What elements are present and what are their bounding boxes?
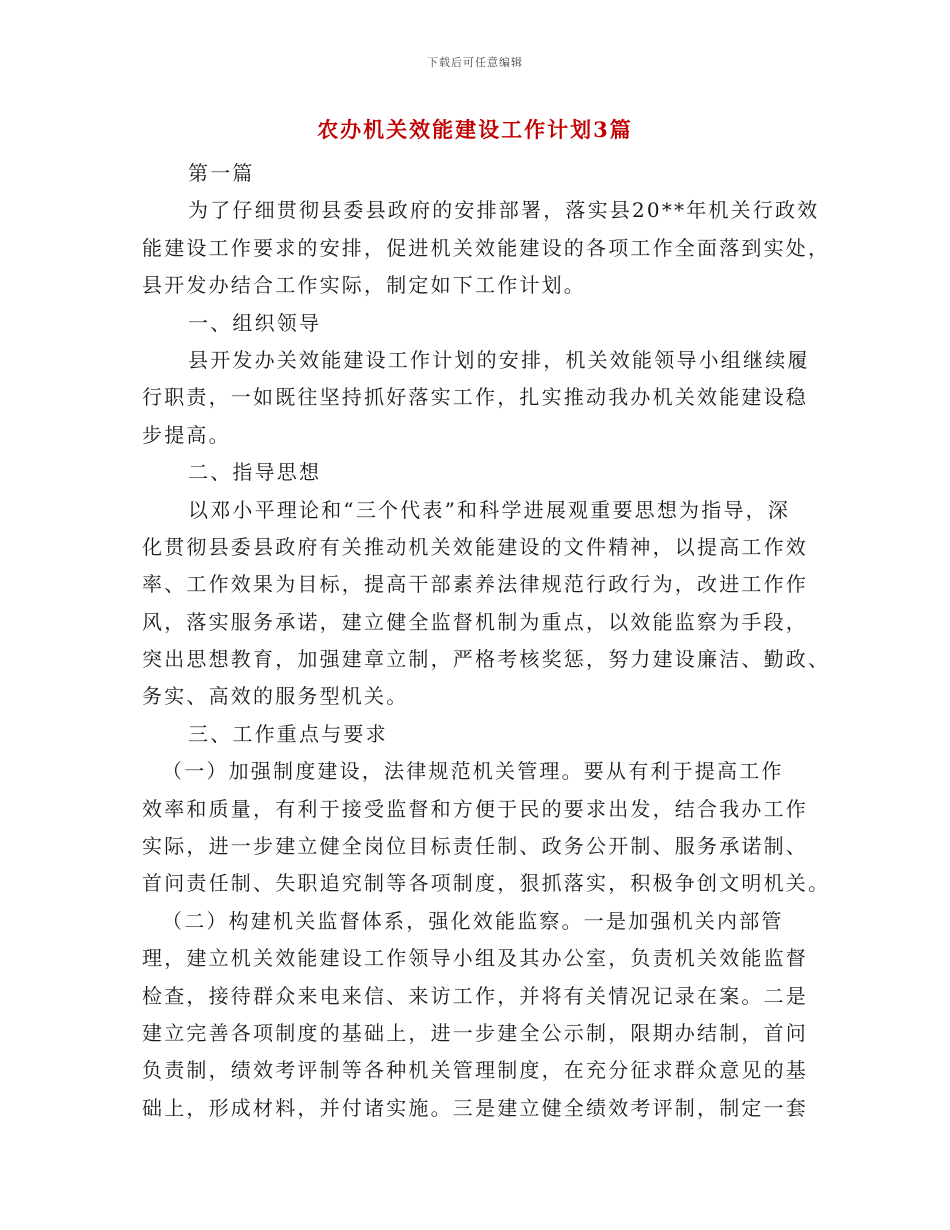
paragraph-line: 步提高。	[142, 422, 231, 447]
section-heading-work-focus: 三、工作重点与要求	[188, 721, 388, 746]
paragraph-line: 实际，进一步建立健全岗位目标责任制、政务公开制、服务承诺制、	[142, 834, 808, 859]
paragraph-line: 突出思想教育，加强建章立制，严格考核奖惩，努力建设廉洁、勤政、	[142, 647, 831, 672]
document-body	[142, 155, 831, 1127]
paragraph-line: 风，落实服务承诺，建立健全监督机制为重点，以效能监察为手段，	[142, 609, 808, 634]
paragraph-line: （二）构建机关监督体系，强化效能监察。一是加强机关内部管	[162, 908, 784, 933]
paragraph-line: 为了仔细贯彻县委县政府的安排部署，落实县20**年机关行政效	[188, 198, 820, 223]
paragraph-line: 础上，形成材料，并付诸实施。三是建立健全绩效考评制，制定一套	[142, 1095, 808, 1120]
section-heading-part-one: 第一篇	[188, 161, 255, 185]
section-heading-organization: 一、组织领导	[188, 310, 322, 335]
document-title: 农办机关效能建设工作计划3篇	[317, 117, 633, 142]
paragraph-line: 县开发办关效能建设工作计划的安排，机关效能领导小组继续履	[188, 347, 810, 372]
paragraph-line: 检查，接待群众来电来信、来访工作，并将有关情况记录在案。二是	[142, 983, 808, 1008]
paragraph-line: 化贯彻县委县政府有关推动机关效能建设的文件精神，以提高工作效	[142, 534, 808, 559]
paragraph-line: 务实、高效的服务型机关。	[142, 684, 409, 709]
paragraph-line: 县开发办结合工作实际，制定如下工作计划。	[142, 273, 586, 298]
paragraph-line: （一）加强制度建设，法律规范机关管理。要从有利于提高工作	[162, 759, 784, 784]
paragraph-line: 能建设工作要求的安排，促进机关效能建设的各项工作全面落到实处，	[142, 235, 831, 260]
header-note: 下载后可任意编辑	[427, 56, 523, 69]
paragraph-line: 以邓小平理论和“三个代表”和科学进展观重要思想为指导，深	[188, 497, 791, 522]
section-heading-guiding-thought: 二、指导思想	[188, 460, 322, 485]
paragraph-line: 首问责任制、失职追究制等各项制度，狠抓落实，积极争创文明机关。	[142, 871, 831, 896]
paragraph-line: 建立完善各项制度的基础上，进一步建全公示制，限期办结制，首问	[142, 1020, 808, 1045]
paragraph-line: 负责制，绩效考评制等各种机关管理制度，在充分征求群众意见的基	[142, 1058, 808, 1083]
paragraph-line: 行职责，一如既往坚持抓好落实工作，扎实推动我办机关效能建设稳	[142, 385, 808, 410]
paragraph-line: 率、工作效果为目标，提高干部素养法律规范行政行为，改进工作作	[142, 572, 808, 597]
paragraph-line: 效率和质量，有利于接受监督和方便于民的要求出发，结合我办工作	[142, 796, 808, 821]
paragraph-line: 理，建立机关效能建设工作领导小组及其办公室，负责机关效能监督	[142, 946, 808, 971]
